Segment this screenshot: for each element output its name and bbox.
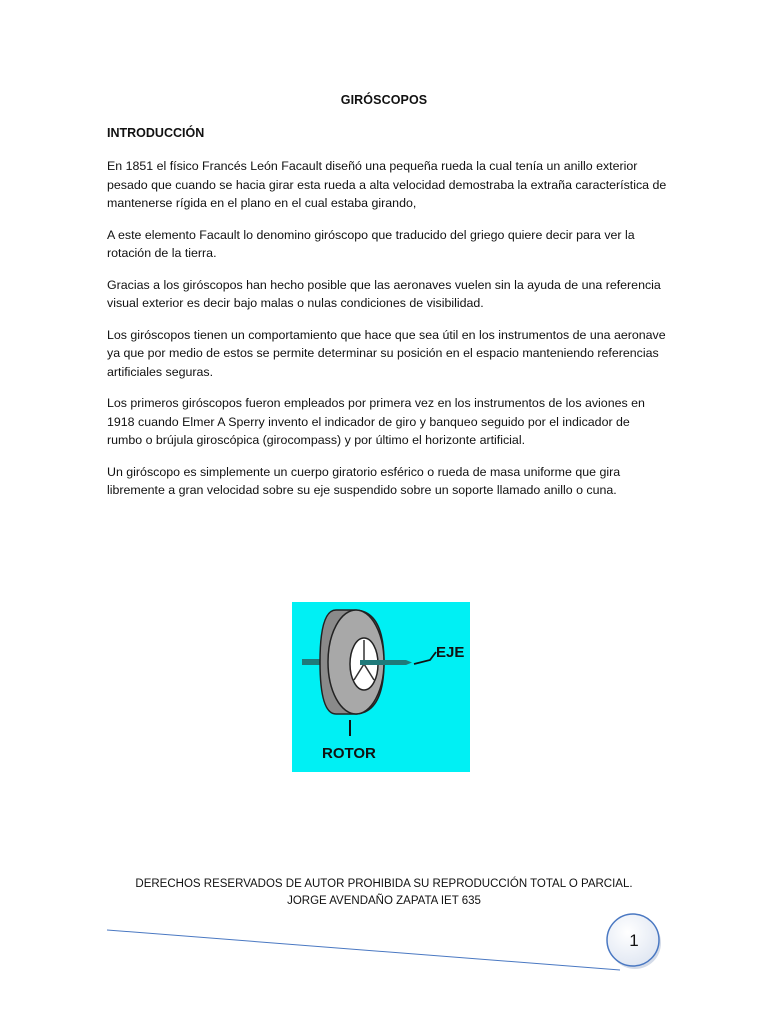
paragraph: Gracias a los giróscopos han hecho posible que las aeronaves vuelen sin la ayuda de una referencia visual exterior es decir bajo malas o nulas condiciones de visibilidad. bbox=[107, 277, 661, 310]
paragraph: Los primeros giróscopos fueron empleados por primera vez en los instrumentos de los aviones en 1918 cuando Elmer A Sperry invento el indicador de giro y banqueo seguido por el indicador de rumbo o brújula giroscópica (girocompass) y por último el horizonte artificial. bbox=[107, 396, 645, 447]
footer-author: JORGE AVENDAÑO ZAPATA IET 635 bbox=[287, 895, 481, 907]
paragraph: A este elemento Facault lo denomino giróscopo que traducido del griego quiere decir para ver la rotación de la tierra. bbox=[107, 227, 635, 260]
section-heading: INTRODUCCIÓN bbox=[107, 126, 205, 140]
axis-leader bbox=[414, 652, 436, 664]
paragraph: Un giróscopo es simplemente un cuerpo giratorio esférico o rueda de masa uniforme que gira libremente a gran velocidad sobre su eje suspendido sobre un soporte llamado anillo o cuna. bbox=[107, 464, 621, 497]
paragraph: En 1851 el físico Francés León Facault diseñó una pequeña rueda la cual tenía un anillo exterior pesado que cuando se hacia girar esta rueda a alta velocidad demostraba la extraña característica de mantenerse rígida en el plano en el cual estaba girando, bbox=[107, 159, 667, 210]
footer bbox=[0, 876, 768, 910]
axis-right bbox=[360, 660, 406, 665]
page-number-badge bbox=[605, 912, 663, 970]
paragraph: Los giróscopos tienen un comportamiento que hace que sea útil en los instrumentos de una aeronave ya que por medio de estos se permite determinar su posición en el espacio manteniendo referencias artificiales seguras. bbox=[107, 327, 666, 379]
rotor-label: ROTOR bbox=[322, 745, 376, 762]
page-title: GIRÓSCOPOS bbox=[340, 93, 428, 107]
footer-copyright: DERECHOS RESERVADOS DE AUTOR PROHIBIDA SU REPRODUCCIÓN TOTAL O PARCIAL. bbox=[135, 878, 633, 890]
gyroscope-diagram bbox=[292, 602, 470, 772]
page-number: 1 bbox=[629, 931, 639, 950]
axis-label: EJE bbox=[436, 644, 465, 661]
gyroscope-figure bbox=[292, 602, 470, 772]
axis-tip bbox=[406, 660, 412, 665]
body-text bbox=[107, 157, 667, 513]
rule-line bbox=[107, 930, 620, 970]
